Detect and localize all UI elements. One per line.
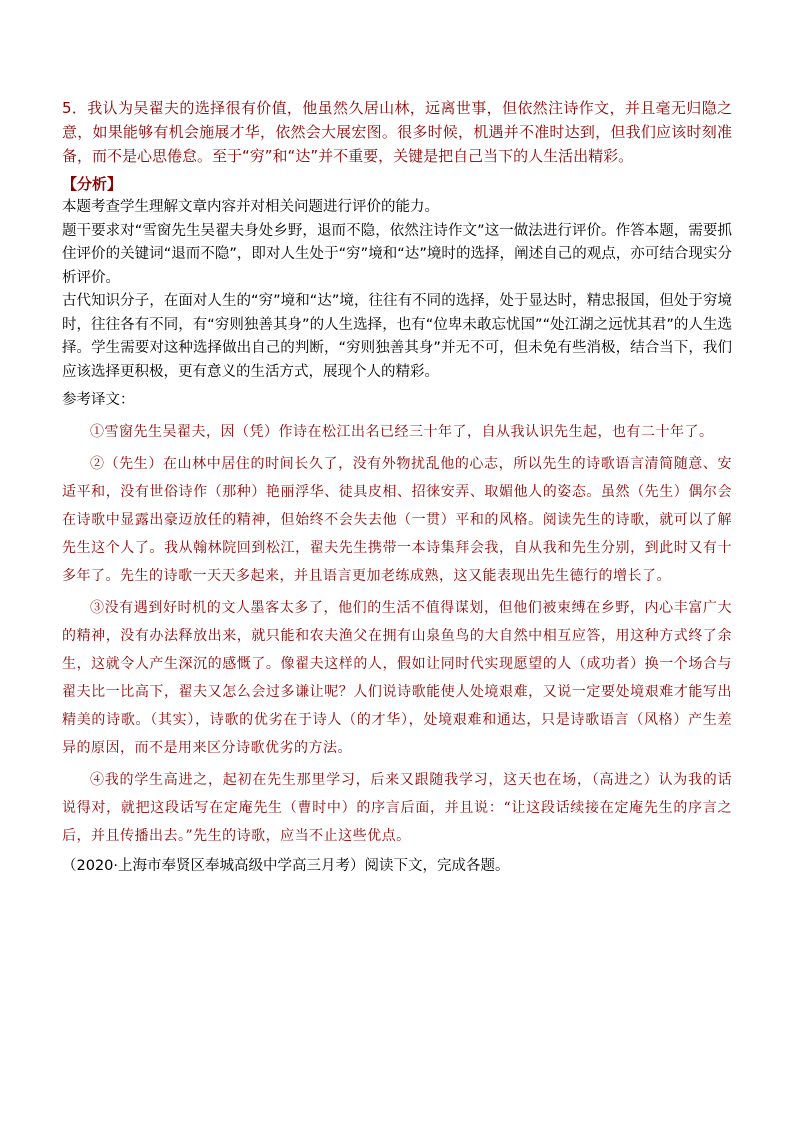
translation-block — [62, 418, 732, 850]
translation-paragraph-4: ④我的学生高进之，起初在先生那里学习，后来又跟随我学习，这天也在场，（高进之）认为我的话说得对，就把这段话写在定庵先生（曹时中）的序言后面，并且说：“让这段话续接在定庵先生的序言之后，并且传播出去。”先生的诗歌，应当不止这些优点。 — [62, 772, 732, 844]
analysis-paragraph-1: 本题考查学生理解文章内容并对相关问题进行评价的能力。 — [62, 199, 439, 215]
analysis-label: 【分析】 — [62, 175, 123, 193]
reference-label: 参考译文： — [62, 392, 135, 408]
next-question-source: （2020·上海市奉贤区奉城高级中学高三月考）阅读下文，完成各题。 — [62, 858, 510, 874]
translation-paragraph-2: ②（先生）在山林中居住的时间长久了，没有外物扰乱他的心志，所以先生的诗歌语言清简随意、安适平和，没有世俗诗作（那种）艳丽浮华、徒具皮相、招徕安弄、取媚他人的姿态。虽然（先生）偶尔会在诗歌中显露出豪迈放任的精神，但始终不会失去他（一贯）平和的风格。阅读先生的诗歌，就可以了解先生这个人了。我从翰林院回到松江，翟夫先生携带一本诗集拜会我，自从我和先生分别，到此时又有十多年了。先生的诗歌一天天多起来，并且语言更加老练成熟，这又能表现出先生德行的增长了。 — [62, 456, 732, 584]
analysis-paragraph-2: 题干要求对“雪窗先生吴翟夫身处乡野，退而不隐，依然注诗作文”这一做法进行评价。作答本题，需要抓住评价的关键词“退而不隐”，即对人生处于“穷”境和“达”境时的选择，阐述自己的观点，亦可结合现实分析评价。 — [62, 222, 732, 286]
content-area — [62, 96, 732, 878]
translation-paragraph-3: ③没有遇到好时机的文人墨客太多了，他们的生活不值得谋划，但他们被束缚在乡野，内心丰富广大的精神，没有办法释放出来，就只能和农夫渔父在拥有山泉鱼鸟的大自然中相互应答，用这种方式终了余生，这就令人产生深沉的感慨了。像翟夫这样的人，假如让同时代实现愿望的人（成功者）换一个场合与翟夫比一比高下，翟夫又怎么会过多谦让呢？人们说诗歌能使人处境艰难，又说一定要处境艰难才能写出精美的诗歌。（其实），诗歌的优劣在于诗人（的才华），处境艰难和通达，只是诗歌语言（风格）产生差异的原因，而不是用来区分诗歌优劣的方法。 — [62, 600, 732, 756]
analysis-paragraph-3: 古代知识分子，在面对人生的“穷”境和“达”境，往往有不同的选择，处于显达时，精忠报国，但处于穷境时，往往各有不同，有“穷则独善其身”的人生选择，也有“位卑未敢忘忧国”“处江湖之远忧其君”的人生选择。学生需要对这种选择做出自己的判断，“穷则独善其身”并无不可，但未免有些消极，结合当下，我们应该选择更积极，更有意义的生活方式，展现个人的精彩。 — [62, 293, 732, 380]
answer-paragraph: 5．我认为吴翟夫的选择很有价值，他虽然久居山林，远离世事，但依然注诗作文，并且毫无归隐之意，如果能够有机会施展才华，依然会大展宏图。很多时候，机遇并不准时达到，但我们应该时刻准备，而不是心思倦怠。至于“穷”和“达”并不重要，关键是把自己当下的人生活出精彩。 — [62, 99, 732, 165]
translation-paragraph-1: ①雪窗先生吴翟夫，因（凭）作诗在松江出名已经三十年了，自从我认识先生起，也有二十年了。 — [90, 424, 714, 440]
